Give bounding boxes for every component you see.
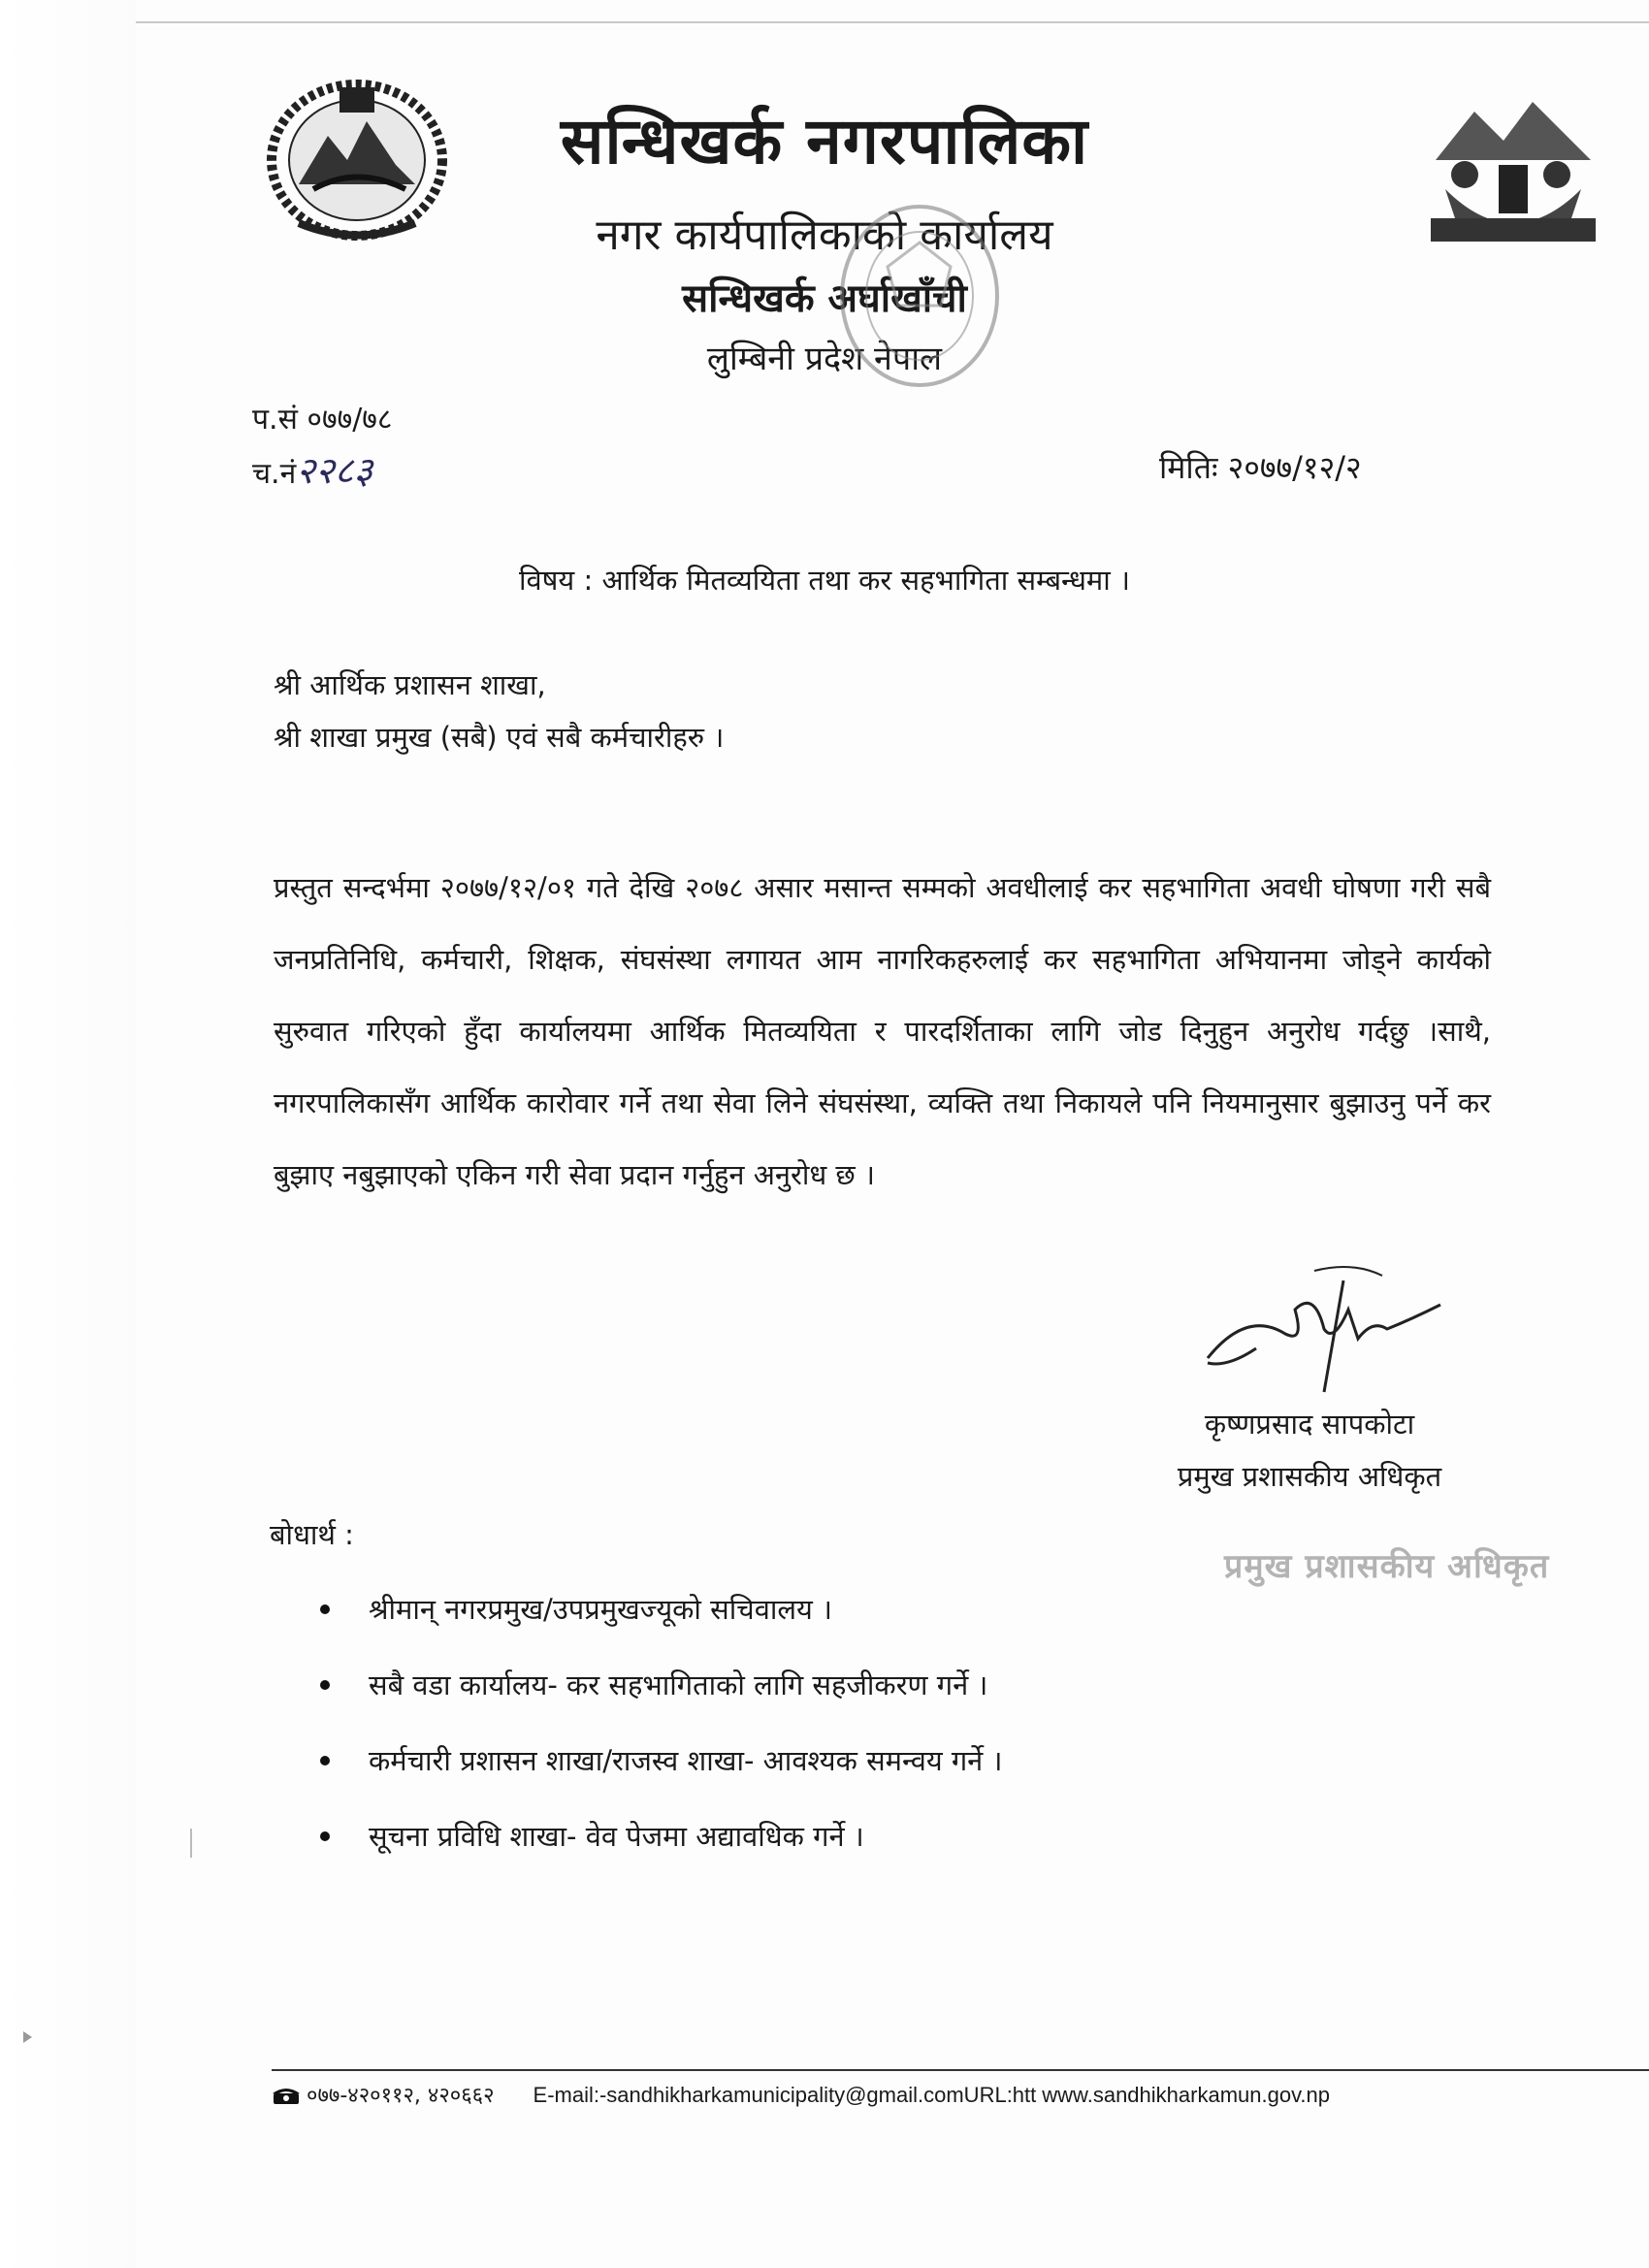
list-item: कर्मचारी प्रशासन शाखा/राजस्व शाखा- आवश्यक समन्वय गर्ने । xyxy=(320,1723,1002,1798)
province-name: लुम्बिनी प्रदेश नेपाल xyxy=(706,340,943,378)
list-item: सूचना प्रविधि शाखा- वेव पेजमा अद्यावधिक गर्ने । xyxy=(320,1798,1002,1874)
cc-list xyxy=(320,1571,1002,1874)
bullet-icon xyxy=(320,1680,330,1690)
scan-mark xyxy=(23,2031,32,2043)
bullet-icon xyxy=(320,1756,330,1766)
footer-phone: ०७७-४२०११२, ४२०६६२ xyxy=(307,2084,495,2108)
chalani-label: च.नं xyxy=(252,457,297,491)
list-item: श्रीमान् नगरप्रमुख/उपप्रमुखज्यूको सचिवालय । xyxy=(320,1571,1002,1647)
municipality-title: सन्धिखर्क नगरपालिका xyxy=(560,104,1089,178)
scan-tick xyxy=(190,1829,192,1858)
recipient-line: श्री आर्थिक प्रशासन शाखा, xyxy=(274,668,546,701)
telephone-icon xyxy=(272,2086,301,2105)
recipient-line: श्री शाखा प्रमुख (सबै) एवं सबै कर्मचारीहरु । xyxy=(274,721,725,754)
footer-divider xyxy=(272,2069,1649,2071)
chalani-line xyxy=(252,444,372,495)
bullet-icon xyxy=(320,1831,330,1841)
signature-icon xyxy=(1188,1251,1470,1397)
office-location: सन्धिखर्क अर्घाखाँची xyxy=(682,276,967,321)
footer-contact xyxy=(272,2080,1330,2109)
footer-url: www.sandhikharkamun.gov.np xyxy=(1042,2083,1331,2107)
cc-label: बोधार्थ : xyxy=(270,1518,354,1551)
footer-email: E-mail:-sandhikharkamunicipality@gmail.comURL:htt xyxy=(533,2083,1037,2107)
bullet-icon xyxy=(320,1604,330,1614)
letter-date: मितिः २०७७/१२/२ xyxy=(1159,449,1362,486)
scan-top-edge xyxy=(136,21,1649,23)
signatory-name: कृष्णप्रसाद सापकोटा xyxy=(1204,1408,1415,1441)
signatory-title: प्रमुख प्रशासकीय अधिकृत xyxy=(1177,1460,1442,1493)
chalani-number: २२८३ xyxy=(296,449,373,492)
letter-subject: विषय : आर्थिक मितव्ययिता तथा कर सहभागिता सम्बन्धमा । xyxy=(519,564,1130,597)
list-item: सबै वडा कार्यालय- कर सहभागिताको लागि सहजीकरण गर्ने । xyxy=(320,1647,1002,1723)
letter-body: प्रस्तुत सन्दर्भमा २०७७/१२/०१ गते देखि २०७८ असार मसान्त सम्मको अवधीलाई कर सहभागिता अवधी घोषणा गरी सबै जनप्रतिनिधि, कर्मचारी, शिक्षक, संघसंस्था लगायत आम नागरिकहरुलाई कर सहभागिता अभियानमा जोड्ने कार्यको सुरुवात गरिएको हुँदा कार्यालयमा आर्थिक मितव्ययिता र पारदर्शिताका लागि जोड दिनुहुन अनुरोध गर्दछु ।साथै, नगरपालिकासँग आर्थिक कारोवार गर्ने तथा सेवा लिने संघसंस्था, व्यक्ति तथा निकायले पनि नियमानुसार बुझाउनु पर्ने कर बुझाए नबुझाएको एकिन गरी सेवा प्रदान गर्नुहुन अनुरोध छ । xyxy=(274,871,1491,1191)
patra-sankhya: प.सं ०७७/७८ xyxy=(252,403,393,437)
office-stamp-icon xyxy=(834,199,1004,393)
office-name: नगर कार्यपालिकाको कार्यालय xyxy=(596,211,1053,260)
designation-seal: प्रमुख प्रशासकीय अधिकृत xyxy=(1224,1547,1550,1586)
